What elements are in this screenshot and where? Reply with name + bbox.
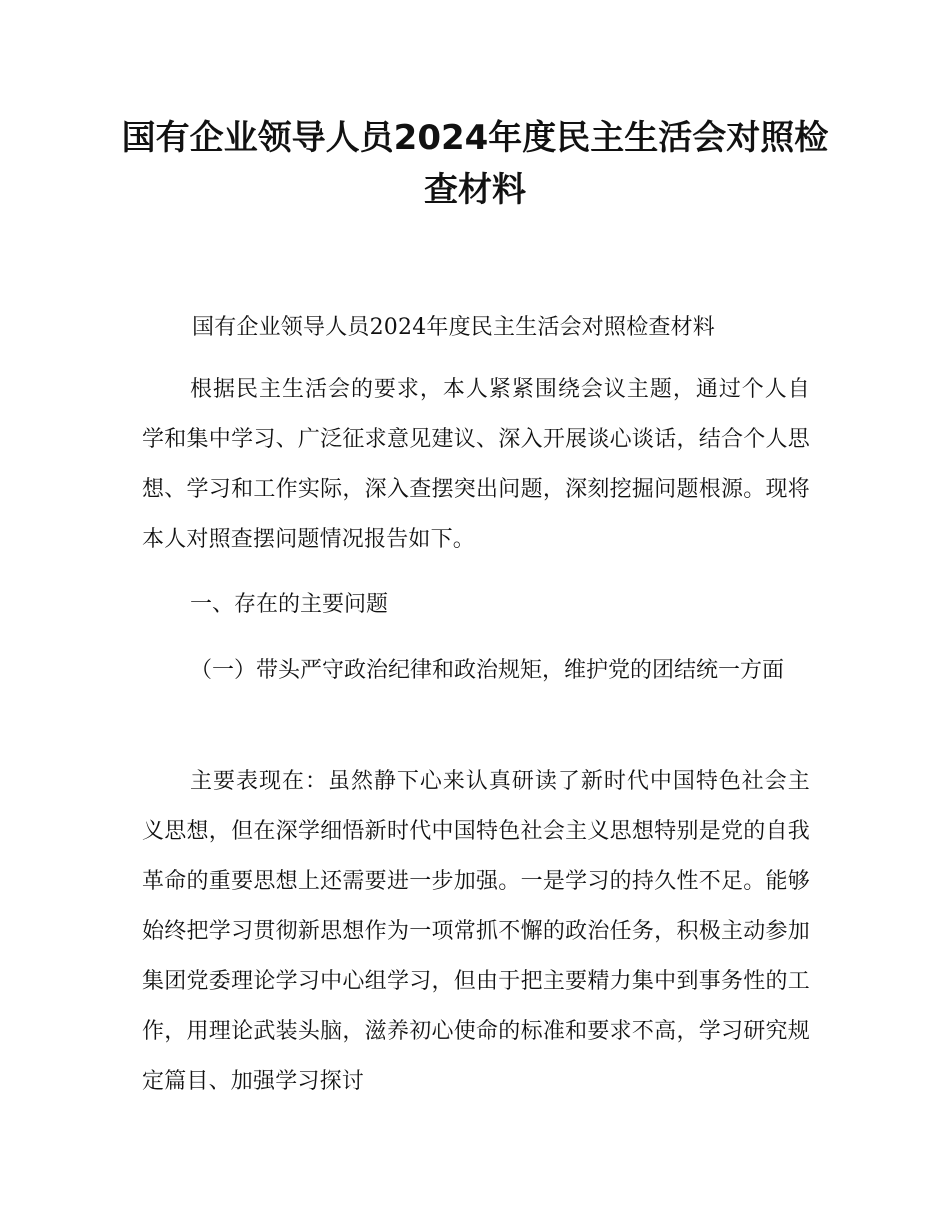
subsection-heading: （一）带头严守政治纪律和政治规矩，维护党的团结统一方面 [190, 658, 785, 683]
main-paragraph: 主要表现在：虽然静下心来认真研读了新时代中国特色社会主义思想，但在深学细悟新时代中国特色社会主义思想特别是党的自我革命的重要思想上还需要进一步加强。一是学习的持久性不足。能够始终把学习贯彻新思想作为一项常抓不懈的政治任务，积极主动参加集团党委理论学习中心组学习，但由于把主要精力集中到事务性的工作，用理论武装头脑，滋养初心使命的标准和要求不高，学习研究规定篇目、加强学习探讨 [142, 769, 810, 1094]
section-heading: 一、存在的主要问题 [190, 592, 389, 617]
document-title: 国有企业领导人员2024年度民主生活会对照检查材料 [121, 118, 829, 210]
document-subtitle: 国有企业领导人员2024年度民主生活会对照检查材料 [192, 315, 715, 340]
intro-paragraph: 根据民主生活会的要求，本人紧紧围绕会议主题，通过个人自学和集中学习、广泛征求意见建议、深入开展谈心谈话，结合个人思想、学习和工作实际，深入查摆突出问题，深刻挖掘问题根源。现将本人对照查摆问题情况报告如下。 [142, 377, 810, 552]
